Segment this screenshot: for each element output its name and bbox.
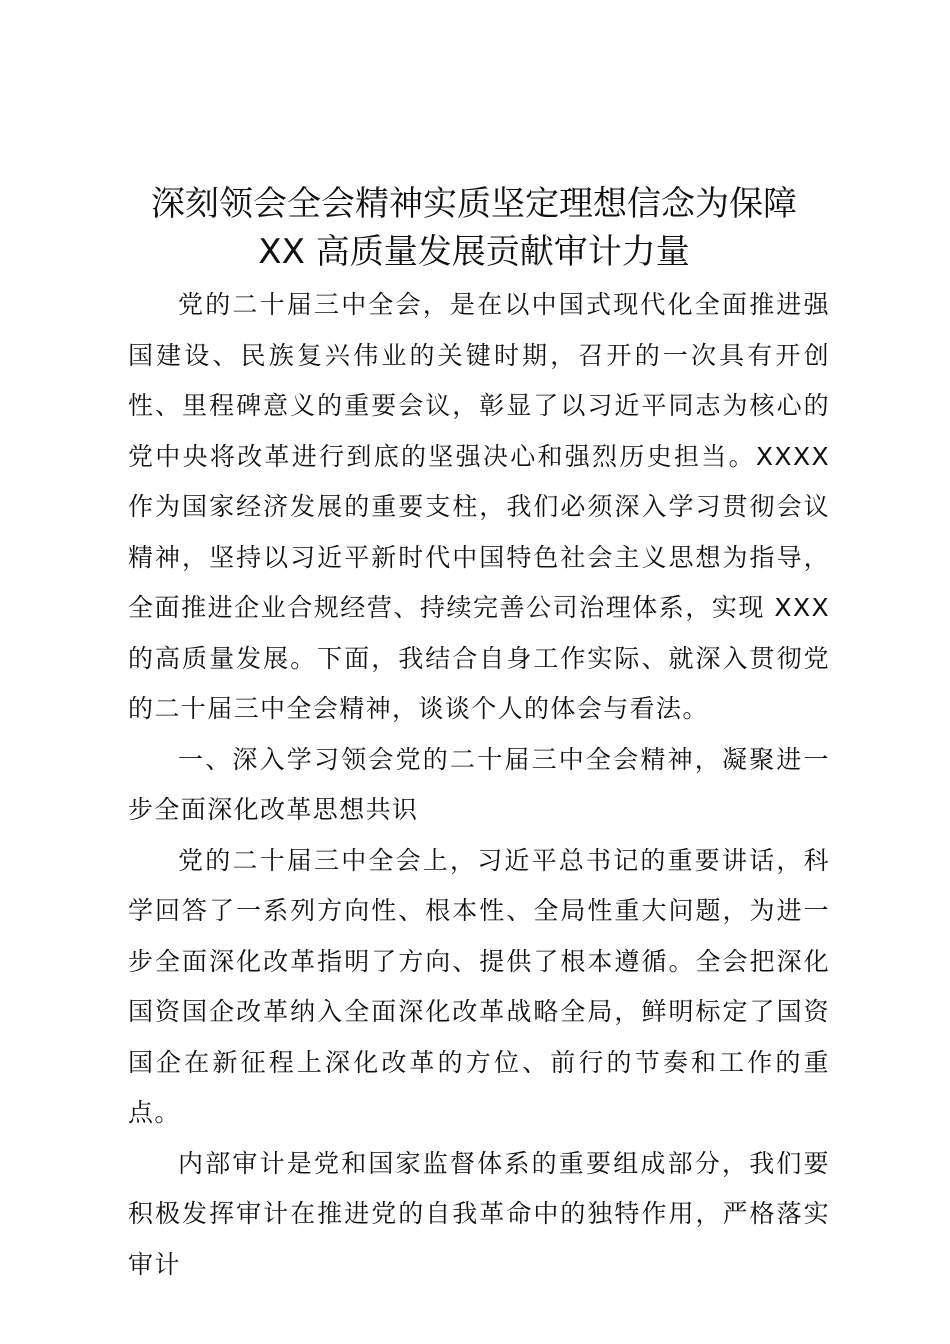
document-title [118,180,830,276]
title-line-1: 深刻领会全会精神实质坚定理想信念为保障 [151,184,797,224]
section-heading-1: 一、深入学习领会党的二十届三中全会精神，凝聚进一步全面深化改革思想共识 [128,744,830,824]
paragraph-section-1: 党的二十届三中全会上，习近平总书记的重要讲话，科学回答了一系列方向性、根本性、全局性重大问题，为进一步全面深化改革指明了方向、提供了根本遵循。全会把深化国资国企改革纳入全面深化改革战略全局，鲜明标定了国资国企在新征程上深化改革的方位、前行的节奏和工作的重点。 [128,845,830,1127]
paragraph-intro: 党的二十届三中全会，是在以中国式现代化全面推进强国建设、民族复兴伟业的关键时期，召开的一次具有开创性、里程碑意义的重要会议，彰显了以习近平同志为核心的党中央将改革进行到底的坚强决心和强烈历史担当。XXXX 作为国家经济发展的重要支柱，我们必须深入学习贯彻会议精神，坚持以习近平新时代中国特色社会主义思想为指导，全面推进企业合规经营、持续完善公司治理体系，实现 XXX 的高质量发展。下面，我结合自身工作实际、就深入贯彻党的二十届三中全会精神，谈谈个人的体会与看法。 [128,290,830,723]
document-body [128,280,830,1290]
paragraph-audit: 内部审计是党和国家监督体系的重要组成部分，我们要积极发挥审计在推进党的自我革命中的独特作用，严格落实审计 [128,1148,830,1279]
title-line-2: XX 高质量发展贡献审计力量 [258,232,690,272]
